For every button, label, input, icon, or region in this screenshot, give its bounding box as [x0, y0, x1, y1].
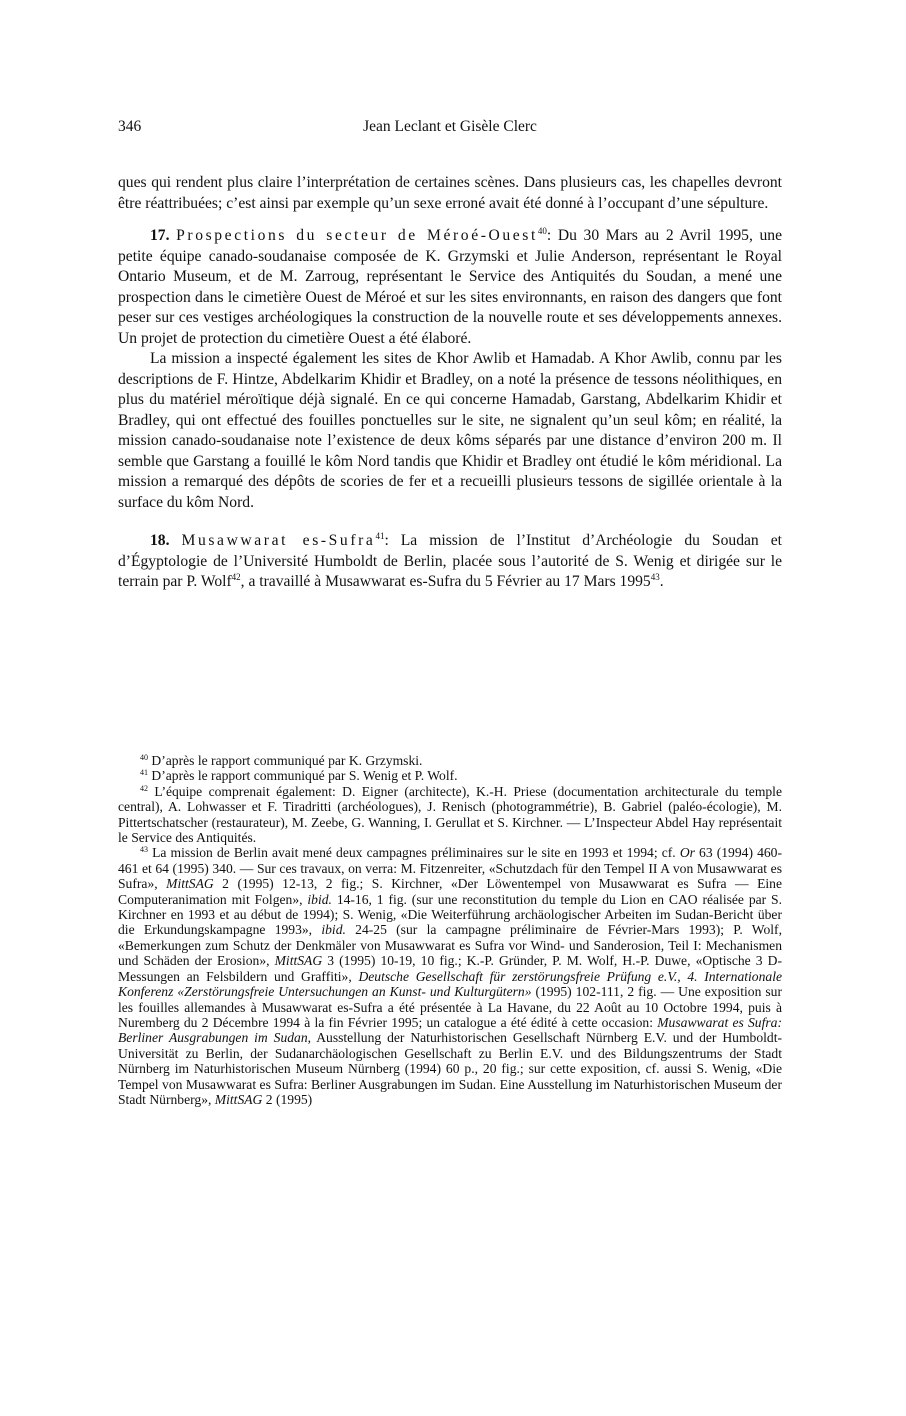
section-number: 18.	[150, 532, 170, 549]
footnote-text: L’équipe comprenait également: D. Eigner (architecte), K.-H. Priese (documentation architecturale du temple central), A. Lohwasser et F. Tiradritti (archéologues), J. Renisch (photogrammétrie), B. Gabriel (paléo-écologie), M. Pittertschatscher (restaurateur), M. Zeebe, G. Wanning, I. Gerullat et S. Kirchner. — L’Inspecteur Abdel Hay représentait le Service des Antiquités.	[118, 783, 782, 846]
footnote-40	[118, 753, 782, 768]
section-18	[118, 531, 782, 593]
footnote-43	[118, 845, 782, 1107]
footnote-text: 2 (1995) 12-13, 2 fig.; S. Kirchner, «Der Löwentempel von Musawwarat es Sufra — Eine Computeranimation mit Folgen»,	[118, 876, 782, 907]
italic-ref: ibid.	[307, 891, 332, 907]
footnote-ref: 42	[231, 572, 241, 582]
paragraph-continuation: ques qui rendent plus claire l’interprétation de certaines scènes. Dans plusieurs cas, les chapelles devront être réattribuées; c’est ainsi par exemple qu’un sexe erroné avait été donné à l’occupant d’une sépulture.	[118, 174, 782, 212]
section-17-paragraph-2: La mission a inspecté également les sites de Khor Awlib et Hamadab. A Khor Awlib, connu par les descriptions de F. Hintze, Abdelkarim Khidir et Bradley, on a noté la présence de tessons néolithiques, en plus du matériel méroïtique déjà signalé. En ce qui concerne Hamadab, Garstang, Abdelkarim Khidir et Bradley, qui ont effectué des fouilles ponctuelles sur le site, ne signalent qu’un seul kôm; en réalité, la mission canado-soudanaise note l’existence de deux kôms séparés par une distance d’environ 200 m. Il semble que Garstang a fouillé le kôm Nord tandis que Khidir et Bradley ont étudié le kôm méridional. La mission a remarqué des dépôts de scories de fer et a recueilli plusieurs tessons de sigillée orientale à la surface du kôm Nord.	[118, 350, 782, 511]
section-17	[118, 226, 782, 349]
footnote-number: 43	[140, 845, 148, 855]
footnote-text: D’après le rapport communiqué par S. Wenig et P. Wolf.	[151, 768, 458, 784]
footnote-number: 42	[140, 783, 148, 793]
section-title: Prospections du secteur de Méroé-Ouest	[176, 227, 538, 244]
italic-ref: ibid.	[321, 922, 346, 938]
journal-title: Or	[679, 845, 695, 861]
footnote-text: 3 (1995) 10-19, 10 fig.; K.-P. Gründer, P. M. Wolf, H.-P. Duwe, «Optische 3 D-Messungen an Felsbildern und Graffiti»,	[118, 953, 782, 984]
section-text: : Du 30 Mars au 2 Avril 1995, une petite équipe canado-soudanaise composée de K. Grzymski et Julie Anderson, représentant le Royal Ontario Museum, et de M. Zarroug, représentant le Service des Antiquités du Soudan, a mené une prospection dans le cimetière Ouest de Méroé et sur les sites environnants, en raison des dangers que font peser sur ces vestiges archéologiques la construction de la nouvelle route et ses développements annexes. Un projet de protection du cimetière Ouest a été élaboré.	[118, 227, 783, 347]
footnote-text: 24-25 (sur la campagne préliminaire de Février-Mars 1993); P. Wolf, «Bemerkungen zum Schutz der Denkmäler von Musawwarat es Sufra vor Wind- und Sanderosion, Teil I: Mechanismen und Schäden der Erosion»,	[118, 922, 782, 969]
main-text	[118, 173, 782, 593]
footnote-41	[118, 768, 782, 783]
page-number: 346	[118, 118, 142, 135]
footnote-ref: 43	[650, 572, 660, 582]
footnote-text: 2 (1995)	[262, 1091, 313, 1107]
footnote-number: 41	[140, 768, 148, 778]
publication-title: Deutsche Gesellschaft für zerstörungsfreie Prüfung e.V., 4. Internationale Konferenz «Zerstörungsfreie Untersuchungen an Kunst- und Kulturgütern»	[118, 968, 783, 1000]
footnotes	[118, 753, 782, 1107]
section-text: : La mission de l’Institut d’Archéologie du Soudan et d’Égyptologie de l’Université Humboldt de Berlin, placée sous l’autorité de S. Wenig et dirigée sur le terrain par P. Wolf	[118, 532, 782, 590]
footnote-42	[118, 784, 782, 846]
footnote-ref: 40	[537, 226, 547, 236]
footnote-number: 40	[140, 753, 148, 762]
section-text: .	[659, 573, 664, 590]
section-title: Musawwarat es-Sufra	[181, 532, 376, 549]
section-text: , a travaillé à Musawwarat es-Sufra du 5 Février au 17 Mars 1995	[240, 573, 651, 590]
footnote-text: (1995) 102-111, 2 fig. — Une exposition sur les fouilles allemandes à Musawwarat es-Sufra a été présentée à La Havane, du 22 Août au 10 Octobre 1994, puis à Nuremberg du 2 Décembre 1994 à la fin Février 1995; un catalogue a été édité à cette occasion:	[118, 984, 782, 1030]
footnote-text: La mission de Berlin avait mené deux campagnes préliminaires sur le site en 1993 et 1994; cf.	[152, 845, 680, 861]
footnote-text: 63 (1994) 460-461 et 64 (1995) 340. — Sur ces travaux, on verra: M. Fitzenreiter, «Schutzdach für den Tempel II A von Musawwarat es Sufra»,	[118, 845, 782, 892]
journal-title: MittSAG	[166, 876, 214, 892]
running-head: Jean Leclant et Gisèle Clerc	[363, 118, 537, 135]
footnote-text: 14-16, 1 fig. (sur une reconstitution du temple du Lion en CAO réalisée par S. Kirchner en 1993 et au début de 1994); S. Wenig, «Die Weiterführung archäologischer Arbeiten im Sudan-Bericht über die Erkundungskampagne 1993»,	[118, 891, 782, 938]
page-header	[118, 118, 782, 142]
catalogue-title: Musawwarat es Sufra: Berliner Ausgrabungen im Sudan	[118, 1014, 782, 1046]
journal-title: MittSAG	[214, 1091, 263, 1107]
footnote-text: , Ausstellung der Naturhistorischen Gesellschaft Nürnberg E.V. und der Humboldt-Universität zu Berlin, der Sudanarchäologischen Gesellschaft zu Berlin E.V. und des Bildungszentrums der Stadt Nürnberg im Naturhistorischen Museum Nürnberg (1994) 60 p., 20 fig.; sur cette exposition, cf. aussi S. Wenig, «Die Tempel von Musawwarat es Sufra: Berliner Ausgrabungen im Sudan. Eine Ausstellung im Naturhistorischen Museum der Stadt Nürnberg»,	[118, 1030, 783, 1107]
footnote-ref: 41	[375, 531, 385, 541]
journal-title: MittSAG	[274, 953, 323, 969]
footnote-text: D’après le rapport communiqué par K. Grzymski.	[151, 753, 423, 768]
section-number: 17.	[150, 227, 170, 244]
